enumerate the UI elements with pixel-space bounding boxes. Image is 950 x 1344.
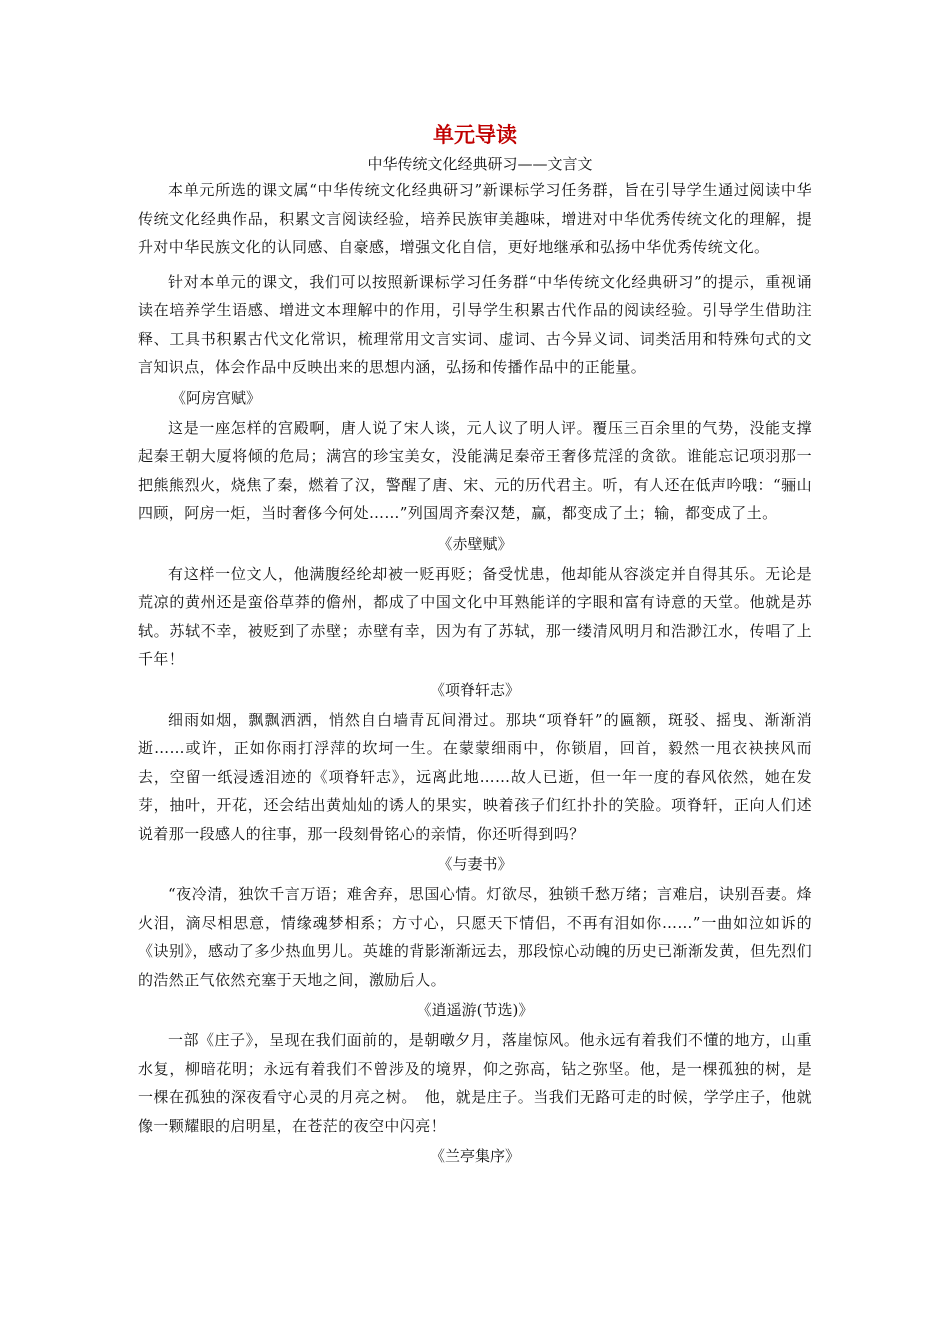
page-subtitle: 中华传统文化经典研习——文言文 — [367, 155, 593, 173]
page-title: 单元导读 — [433, 123, 517, 147]
section-heading-lanting: 《兰亭集序》 — [429, 1147, 520, 1165]
section-heading-afang: 《阿房宫赋》 — [171, 388, 262, 407]
intro-paragraph-2: 针对本单元的课文，我们可以按照新课标学习任务群“中华传统文化经典研习”的提示，重视诵读在培养学生语感、增进文本理解中的作用，引导学生积累古代作品的阅读经验。引导学生借助注释、工具书积累古代文化常识，梳理常用文言实词、虚词、古今异义词、词类活用和特殊句式的文言知识点，体会作品中反映出来的思想内涵，弘扬和传播作品中的正能量。 — [138, 272, 812, 376]
section-heading-chibi: 《赤壁赋》 — [437, 534, 513, 553]
section-body-xiangjixuan: 细雨如烟，飘飘洒洒，悄然自白墙青瓦间滑过。那块“项脊轩”的匾额，斑驳、摇曳、渐渐消逝……或许，正如你雨打浮萍的坎坷一生。在蒙蒙细雨中，你锁眉，回首，毅然一甩衣袂挟风而去，空留一纸浸透泪迹的《项脊轩志》，远离此地……故人已逝，但一年一度的春风依然，她在发芽，抽叶，开花，还会结出黄灿灿的诱人的果实，映着孩子们红扑扑的笑脸。项脊轩，正向人们述说着那一段感人的往事，那一段刻骨铭心的亲情，你还听得到吗？ — [138, 710, 812, 843]
section-heading-xiaoyaoyou: 《逍遥游(节选)》 — [416, 1001, 534, 1019]
section-heading-xiangjixuan: 《项脊轩志》 — [429, 680, 520, 699]
section-body-afang: 这是一座怎样的宫殿啊，唐人说了宋人谈，元人议了明人评。覆压三百余里的气势，没能支撑起秦王朝大厦将倾的危局；满宫的珍宝美女，没能满足秦帝王奢侈荒淫的贪欲。谁能忘记项羽那一把熊熊烈火，烧焦了秦，燃着了汉，警醒了唐、宋、元的历代君主。听，有人还在低声吟哦：“骊山四顾，阿房一炬，当时奢侈今何处……”列国周齐秦汉楚，赢，都变成了土；输，都变成了土。 — [138, 418, 812, 522]
section-body-xiaoyaoyou: 一部《庄子》，呈现在我们面前的，是朝暾夕月，落崖惊风。他永远有着我们不懂的地方，山重水复，柳暗花明；永远有着我们不曾涉及的境界，仰之弥高，钻之弥坚。他，是一棵孤独的树，是一棵在孤独的深夜看守心灵的月亮之树。 他，就是庄子。当我们无路可走的时候，学学庄子，他就像一颗耀眼的启明星，在苍茫的夜空中闪亮！ — [138, 1031, 812, 1135]
intro-paragraph-1: 本单元所选的课文属“中华传统文化经典研习”新课标学习任务群，旨在引导学生通过阅读中华传统文化经典作品，积累文言阅读经验，培养民族审美趣味，增进对中华优秀传统文化的理解，提升对中华民族文化的认同感、自豪感，增强文化自信，更好地继承和弘扬中华优秀传统文化。 — [138, 181, 812, 256]
section-body-chibi: 有这样一位文人，他满腹经纶却被一贬再贬；备受忧患，他却能从容淡定并自得其乐。无论是荒凉的黄州还是蛮俗草莽的儋州，都成了中国文化中耳熟能详的字眼和富有诗意的天堂。他就是苏轼。苏轼不幸，被贬到了赤壁；赤壁有幸，因为有了苏轼，那一缕清风明月和浩渺江水，传唱了上千年！ — [138, 564, 812, 668]
section-heading-yuqishu: 《与妻书》 — [437, 855, 513, 873]
section-body-yuqishu: “夜冷清，独饮千言万语；难舍弃，思国心情。灯欲尽，独锁千愁万绪；言难启，诀别吾妻。烽火泪，滴尽相思意，情缘魂梦相系；方寸心，只愿天下情侣，不再有泪如你……”一曲如泣如诉的《诀别》，感动了多少热血男儿。英雄的背影渐渐远去，那段惊心动魄的历史已渐渐发黄，但先烈们的浩然正气依然充塞于天地之间，激励后人。 — [138, 885, 812, 989]
